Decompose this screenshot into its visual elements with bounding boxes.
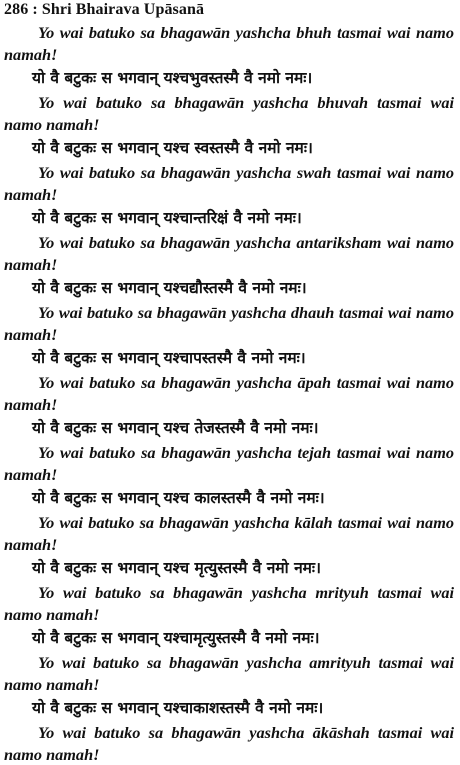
verse-1 [0,22,460,92]
verse-devanagari: यो वै बटुकः स भगवान् यश्च मृत्युस्तस्मै वै नमो नमः। [32,559,321,577]
verse-devanagari: यो वै बटुकः स भगवान् यश्च स्वस्तस्मै वै नमो नमः। [32,139,313,157]
verse-transliteration: Yo wai batuko sa bhagawān yashcha bhuvah tasmai wai namo namah! [4,93,454,134]
verse-transliteration: Yo wai batuko sa bhagawān yashcha antariksham wai namo namah! [4,233,454,274]
verse-devanagari: यो वै बटुकः स भगवान् यश्चद्यौस्तस्मै वै नमो नमः। [32,279,307,297]
verse-11 [0,722,460,765]
verse-devanagari: यो वै बटुकः स भगवान् यश्चभुवस्तस्मै वै नमो नमः। [32,69,313,87]
verse-devanagari: यो वै बटुकः स भगवान् यश्च तेजस्तस्मै वै नमो नमः। [32,419,319,437]
verse-devanagari: यो वै बटुकः स भगवान् यश्चाकाशस्तस्मै वै नमो नमः। [32,699,324,717]
verse-devanagari: यो वै बटुकः स भगवान् यश्चामृत्युस्तस्मै वै नमो नमः। [32,629,320,647]
page-header: 286 : Shri Bhairava Upāsanā [4,1,205,18]
verse-7 [0,442,460,512]
verse-5 [0,302,460,372]
verse-transliteration: Yo wai batuko sa bhagawān yashcha amrityuh tasmai wai namo namah! [4,653,454,694]
verse-devanagari: यो वै बटुकः स भगवान् यश्चापस्तस्मै वै नमो नमः। [32,349,306,367]
verse-transliteration: Yo wai batuko sa bhagawān yashcha dhauh tasmai wai namo namah! [4,303,454,344]
verse-transliteration: Yo wai batuko sa bhagawān yashcha ākāshah tasmai wai namo namah! [4,723,454,764]
verse-3 [0,162,460,232]
verse-transliteration: Yo wai batuko sa bhagawān yashcha mrityuh tasmai wai namo namah! [4,583,454,624]
verse-list [0,22,460,765]
verse-transliteration: Yo wai batuko sa bhagawān yashcha swah tasmai wai namo namah! [4,163,454,204]
verse-9 [0,582,460,652]
verse-transliteration: Yo wai batuko sa bhagawān yashcha bhuh tasmai wai namo namah! [4,23,454,64]
verse-4 [0,232,460,302]
verse-devanagari: यो वै बटुकः स भगवान् यश्चान्तरिक्षं वै नमो नमः। [32,209,302,227]
verse-2 [0,92,460,162]
verse-transliteration: Yo wai batuko sa bhagawān yashcha āpah tasmai wai namo namah! [4,373,454,414]
verse-devanagari: यो वै बटुकः स भगवान् यश्च कालस्तस्मै वै नमो नमः। [32,489,325,507]
verse-10 [0,652,460,722]
verse-6 [0,372,460,442]
verse-8 [0,512,460,582]
verse-transliteration: Yo wai batuko sa bhagawān yashcha tejah tasmai wai namo namah! [4,443,454,484]
verse-transliteration: Yo wai batuko sa bhagawān yashcha kālah tasmai wai namo namah! [4,513,454,554]
